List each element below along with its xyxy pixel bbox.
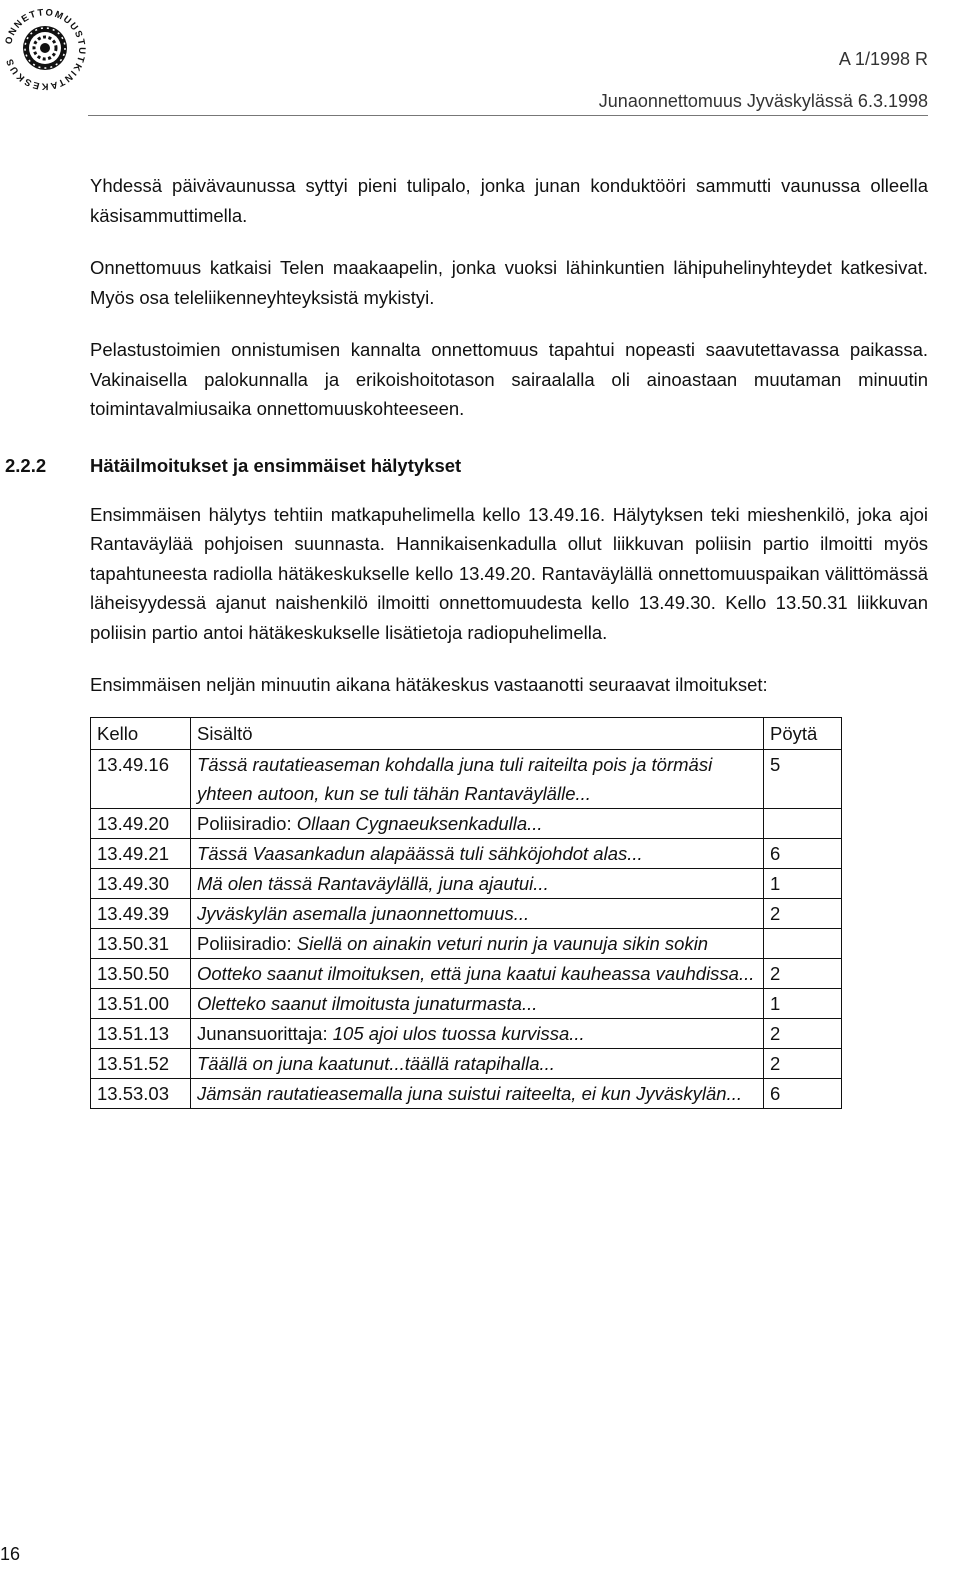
emergency-calls-table: [90, 717, 842, 1109]
call-message: Täällä on juna kaatunut...täällä ratapihalla...: [197, 1052, 555, 1074]
call-time: 13.49.20: [91, 808, 191, 838]
call-time: 13.53.03: [91, 1078, 191, 1108]
paragraph-rescue: Pelastustoimien onnistumisen kannalta onnettomuus tapahtui nopeasti saavutettavassa paikassa. Vakinaisella palokunnalla ja erikoishoitotason sairaalalla oli ainoastaan muutaman minuutin toimintavalmiusaika onnettomuuskohteeseen.: [90, 339, 928, 419]
call-message: Tässä rautatieaseman kohdalla juna tuli raiteilta pois ja törmäsi yhteen autoon, kun se tuli tähän Rantaväylälle...: [197, 753, 713, 804]
call-content: [191, 1048, 764, 1078]
column-header-content: Sisältö: [191, 717, 764, 749]
table-row: [91, 1078, 842, 1108]
call-message: Ollaan Cygnaeuksenkadulla...: [296, 812, 543, 834]
document-title: Junaonnettomuus Jyväskylässä 6.3.1998: [598, 91, 928, 111]
desk-number: 2: [764, 958, 842, 988]
table-row: [91, 928, 842, 958]
call-message: 105 ajoi ulos tuossa kurvissa...: [332, 1022, 585, 1044]
desk-number: 2: [764, 1018, 842, 1048]
call-time: 13.49.16: [91, 749, 191, 808]
call-content: [191, 898, 764, 928]
section-heading: [5, 453, 928, 479]
call-time: 13.49.21: [91, 838, 191, 868]
organization-logo: [0, 0, 90, 100]
call-message: Oletteko saanut ilmoitusta junaturmasta...: [197, 992, 538, 1014]
paragraph-cable: Onnettomuus katkaisi Telen maakaapelin, jonka vuoksi lähinkuntien lähipuhelinyhteydet katkesivat. Myös osa teleliikenneyhteyksistä mykistyi.: [90, 257, 928, 308]
call-message: Tässä Vaasankadun alapäässä tuli sähköjohdot alas...: [197, 842, 643, 864]
document-code: A 1/1998 R: [838, 49, 928, 69]
call-time: 13.49.39: [91, 898, 191, 928]
table-row: [91, 1018, 842, 1048]
call-content: [191, 1078, 764, 1108]
page-number: 16: [0, 1544, 21, 1564]
section-title: Hätäilmoitukset ja ensimmäiset hälytykset: [90, 454, 462, 476]
call-content: [191, 958, 764, 988]
caller-prefix: Junansuorittaja:: [197, 1022, 333, 1044]
column-header-desk: Pöytä: [764, 717, 842, 749]
table-row: [91, 988, 842, 1018]
caller-prefix: Poliisiradio:: [197, 932, 297, 954]
call-message: Jämsän rautatieasemalla juna suistui raiteelta, ei kun Jyväskylän...: [197, 1082, 742, 1104]
desk-number: 5: [764, 749, 842, 808]
table-row: [91, 808, 842, 838]
table-row: [91, 838, 842, 868]
call-message: Siellä on ainakin veturi nurin ja vaunuja sikin sokin: [296, 932, 709, 954]
desk-number: [764, 928, 842, 958]
call-content: [191, 988, 764, 1018]
paragraph-fire: Yhdessä päivävaunussa syttyi pieni tulipalo, jonka junan konduktööri sammutti vaunussa olleella käsisammuttimella.: [90, 175, 928, 226]
desk-number: 2: [764, 898, 842, 928]
table-row: [91, 898, 842, 928]
call-time: 13.50.31: [91, 928, 191, 958]
table-row: [91, 1048, 842, 1078]
desk-number: 1: [764, 988, 842, 1018]
call-content: [191, 808, 764, 838]
call-content: [191, 928, 764, 958]
desk-number: 2: [764, 1048, 842, 1078]
section-number: 2.2.2: [5, 454, 47, 476]
call-time: 13.51.13: [91, 1018, 191, 1048]
call-content: [191, 1018, 764, 1048]
call-time: 13.51.00: [91, 988, 191, 1018]
desk-number: 1: [764, 868, 842, 898]
table-row: [91, 749, 842, 808]
call-message: Mä olen tässä Rantaväylällä, juna ajautui...: [197, 872, 549, 894]
call-time: 13.49.30: [91, 868, 191, 898]
call-content: [191, 868, 764, 898]
desk-number: [764, 808, 842, 838]
desk-number: 6: [764, 1078, 842, 1108]
paragraph-alarms: Ensimmäisen hälytys tehtiin matkapuhelimella kello 13.49.16. Hälytyksen teki mieshenkilö, joka ajoi Rantaväylää pohjoisen suunnasta. Hannikaisenkadulla ollut liikkuvan poliisin partio ilmoitti myös tapahtuneesta radiolla hätäkeskukselle kello 13.49.20. Rantaväylällä onnettomuuspaikan välittömässä läheisyydessä ajanut naishenkilö ilmoitti onnettomuudesta kello 13.49.30. Kello 13.50.31 liikkuvan poliisin partio antoi hätäkeskukselle lisätietoja radiopuhelimella.: [90, 503, 928, 643]
desk-number: 6: [764, 838, 842, 868]
logo-lettering: ONNETTOMUUSTUTKINTAKESKUS: [3, 7, 88, 92]
header-divider: [88, 115, 928, 116]
call-time: 13.50.50: [91, 958, 191, 988]
caller-prefix: Poliisiradio:: [197, 812, 297, 834]
column-header-time: Kello: [91, 717, 191, 749]
call-content: [191, 749, 764, 808]
table-header-row: [91, 717, 842, 749]
table-row: [91, 868, 842, 898]
page-body: [5, 171, 928, 1109]
table-row: [91, 958, 842, 988]
call-message: Ootteko saanut ilmoituksen, että juna kaatui kauheassa vauhdissa...: [197, 962, 755, 984]
call-content: [191, 838, 764, 868]
call-message: Jyväskylän asemalla junaonnettomuus...: [197, 902, 530, 924]
paragraph-table-intro: Ensimmäisen neljän minuutin aikana hätäkeskus vastaanotti seuraavat ilmoitukset:: [90, 674, 768, 695]
call-time: 13.51.52: [91, 1048, 191, 1078]
